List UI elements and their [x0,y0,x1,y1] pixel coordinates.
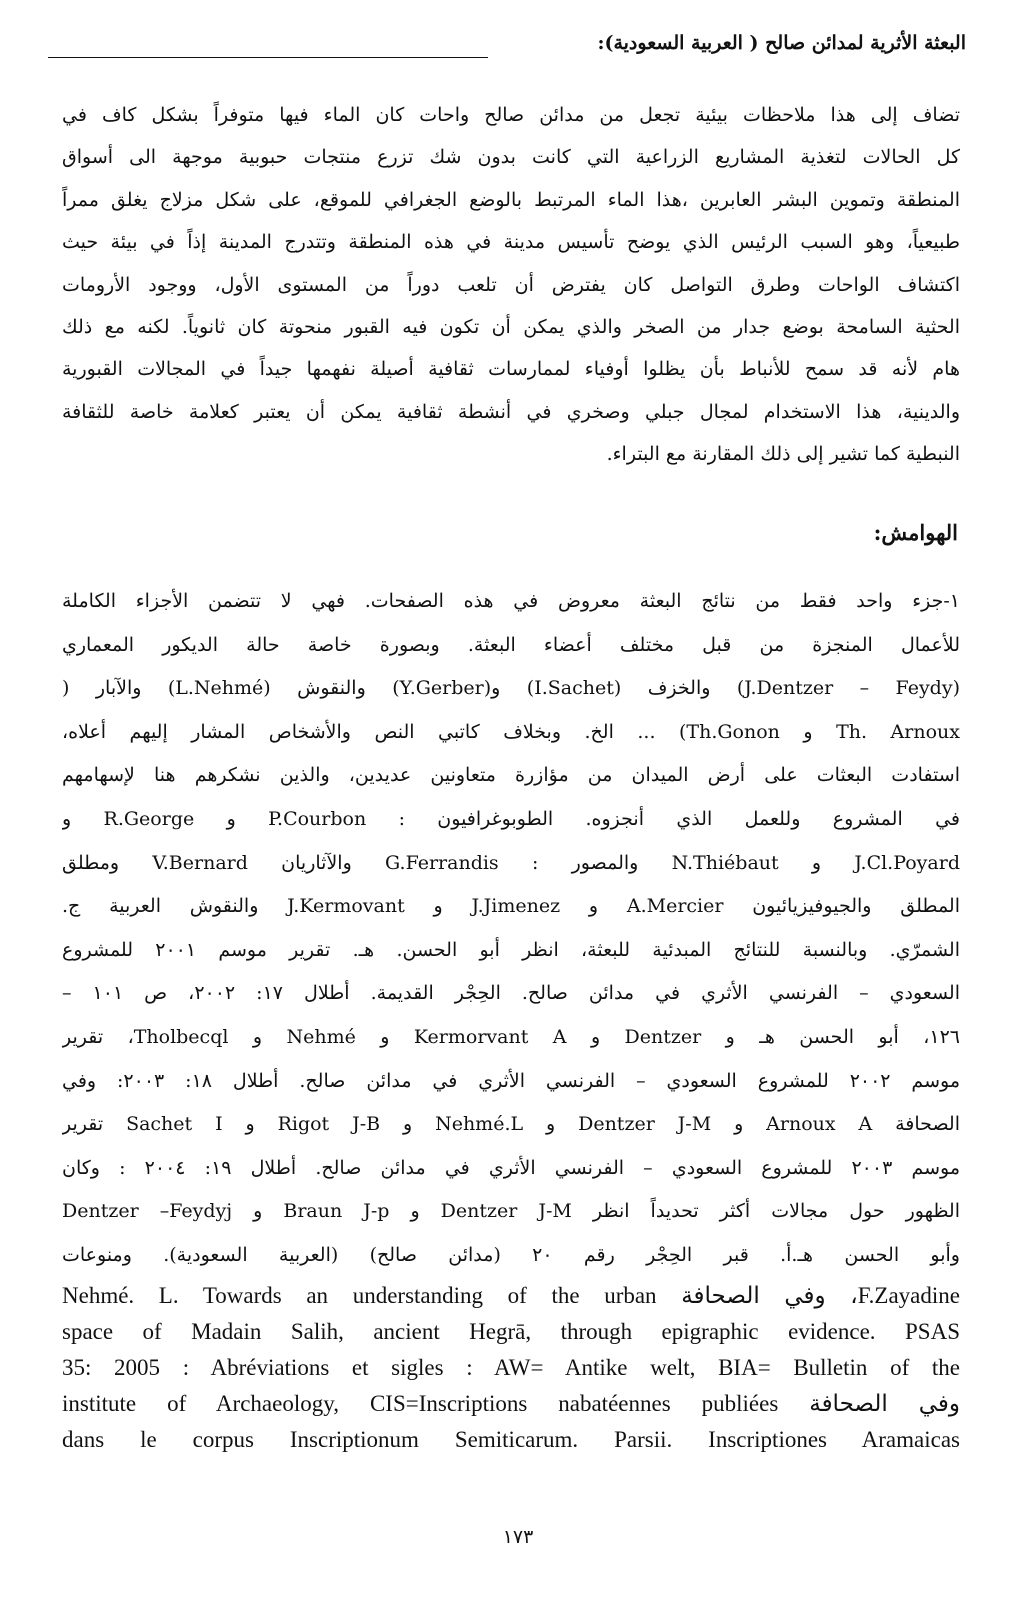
body-line: هام لأنه قد سمح للأنباط بأن يظلوا أوفياء لممارسات ثقافية أصيلة نفهمها جيداً في المجالات القبورية [62,358,960,381]
note-line-latin: Nehmé. L. Towards an understanding of the urban وفي الصحافة ،F.Zayadine [62,1282,960,1308]
note-line: ١-جزء واحد فقط من نتائج البعثة معروض في هذه الصفحات. فهي لا تتضمن الأجزاء الكاملة [62,590,960,612]
note-line: (J.Dentzer – Feydy) والخزف (I.Sachet) و(Y.Gerber) والنقوش (L.Nehmé) والآبار ( [62,677,960,700]
note-line: الشمرّي. وبالنسبة للنتائج المبدئية للبعثة، انظر أبو الحسن. هـ. تقرير موسم ٢٠٠١ للمشروع [62,938,960,961]
body-paragraph [62,94,960,476]
note-line: J.Cl.Poyard و N.Thiébaut والمصور : G.Ferrandis والآثاريان V.Bernard ومطلق [62,851,960,874]
note-line: ١٢٦، أبو الحسن هـ و Dentzer و Kermorvant A و Nehmé و Tholbecql، تقرير [62,1025,960,1048]
note-line: موسم ٢٠٠٣ للمشروع السعودي – الفرنسي الأثري في مدائن صالح. أطلال ١٩: ٢٠٠٤ : وكان [62,1156,960,1179]
note-line: في المشروع وللعمل الذي أنجزوه. الطوبوغرافيون : P.Courbon و R.George و [62,807,960,830]
note-line-latin: dans le corpus Inscriptionum Semiticarum. Parsii. Inscriptiones Aramaicas [62,1426,960,1452]
page-number: ١٧٣ [502,1526,534,1548]
note-line: الظهور حول مجالات أكثر تحديداً انظر Dentzer J-M و Braun J-p و Dentzer –Feydyj [62,1200,960,1223]
note-line: للأعمال المنجزة من قبل مختلف أعضاء البعثة. وبصورة خاصة حالة الديكور المعماري [62,633,960,656]
note-line: المطلق والجيوفيزيائيون A.Mercier و J.Jimenez و J.Kermovant والنقوش العربية ج. [62,895,960,918]
note-line-latin: space of Madain Salih, ancient Hegrā, through epigraphic evidence. PSAS [62,1318,960,1344]
notes-heading: الهوامش: [873,520,958,545]
body-line: تضاف إلى هذا ملاحظات بيئية تجعل من مدائن صالح واحات كان الماء فيها متوفراً بشكل كاف في [62,104,960,126]
note-line: الصحافة Arnoux A و Dentzer J-M و Nehmé.L و Rigot J-B و Sachet I تقرير [62,1113,960,1136]
note-line: استفادت البعثات على أرض الميدان من مؤازرة متعاونين عديدين، والذين نشكرهم هنا لإسهامهم [62,764,960,787]
header-title: البعثة الأثرية لمدائن صالح ( العربية السعودية): [597,32,966,54]
body-line: الحثية السامحة بوضع جدار من الصخر والذي يمكن أن تكون فيه القبور منحوتة كان ثانوياً. لكنه مع ذلك [62,316,960,339]
body-line: كل الحالات لتغذية المشاريع الزراعية التي كانت بدون شك تزرع منتجات حبوبية موجهة الى أسواق [62,146,960,169]
header-rule [48,57,488,58]
note-line: وأبو الحسن هـ.أ. قبر الحِجْر رقم ٢٠ (مدائن صالح) (العربية السعودية). ومنوعات [62,1243,960,1266]
note-line: Th. Arnoux و Th.Gonon) ... الخ. وبخلاف كاتبي النص والأشخاص المشار إليهم أعلاه، [62,720,960,743]
running-header [48,30,966,66]
note-line: موسم ٢٠٠٢ للمشروع السعودي – الفرنسي الأثري في مدائن صالح. أطلال ١٨: ٢٠٠٣: وفي [62,1069,960,1092]
body-line: المنطقة وتموين البشر العابرين ،هذا الماء المرتبط بالوضع الجغرافي للموقع، على شكل مزلاج يغلق ممراً [62,188,960,211]
note-line: السعودي – الفرنسي الأثري في مدائن صالح. الحِجْر القديمة. أطلال ١٧: ٢٠٠٢، ص ١٠١ – [62,982,960,1005]
body-line: طبيعياً، وهو السبب الرئيس الذي يوضح تأسيس مدينة في هذه المنطقة وتتدرج المدينة إذاً في بيئة حيث [62,231,960,254]
footnotes [62,580,960,1458]
body-line: اكتشاف الواحات وطرق التواصل كان يفترض أن تلعب دوراً من المستوى الأول، ووجود الأرومات [62,273,960,296]
note-line-latin: institute of Archaeology, CIS=Inscriptions nabatéennes publiées وفي الصحافة [62,1390,960,1416]
body-line: النبطية كما تشير إلى ذلك المقارنة مع البتراء. [606,443,960,466]
body-line: والدينية، هذا الاستخدام لمجال جبلي وصخري في أنشطة ثقافية يمكن أن يعتبر كعلامة خاصة للثقافة [62,400,960,423]
note-line-latin: 35: 2005 : Abréviations et sigles : AW= Antike welt, BIA= Bulletin of the [62,1354,960,1380]
